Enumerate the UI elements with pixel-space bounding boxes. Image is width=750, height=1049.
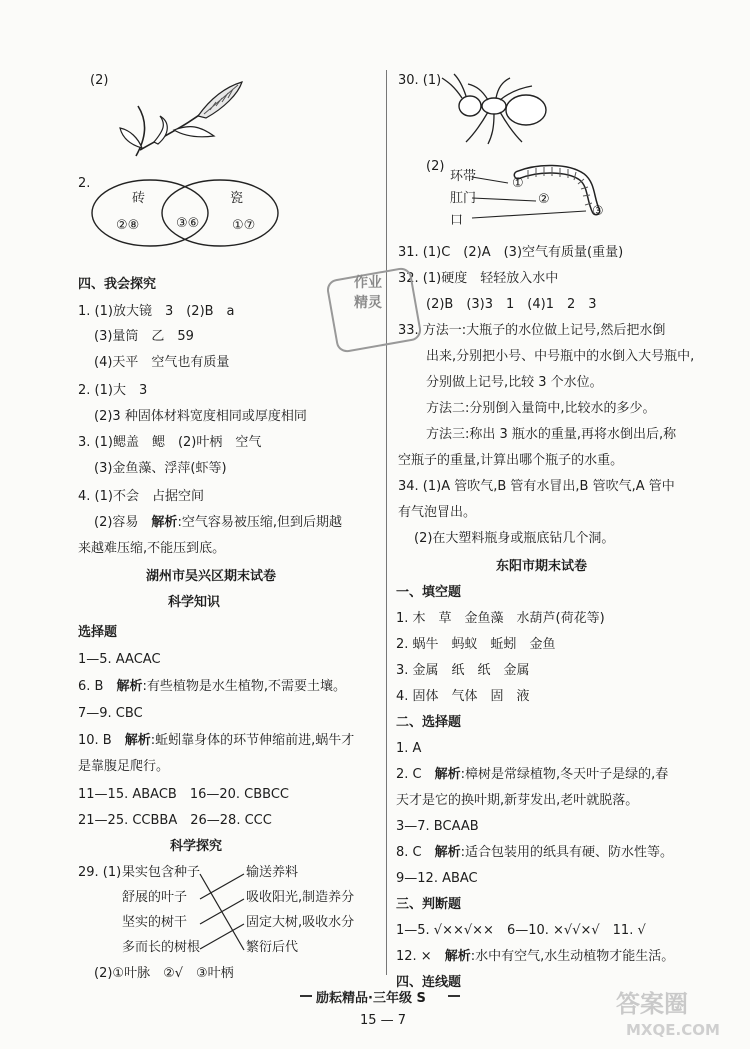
choice-heading: 选择题 — [78, 625, 118, 640]
venn-left-only: ②⑧ — [116, 218, 140, 233]
answer-line: 来越难压缩,不能压到底。 — [78, 541, 226, 556]
answer-line: 3—7. BCAAB — [396, 819, 479, 834]
answer-with-explanation: 2. C 解析:樟树是常绿植物,冬天叶子是绿的,春 — [396, 767, 669, 782]
answer-line: (2)B (3)3 1 (4)1 2 3 — [426, 297, 597, 312]
q2-number: 2. — [78, 176, 91, 191]
answer-line: (2)在大塑料瓶身或瓶底钻几个洞。 — [414, 531, 615, 546]
section-heading: 二、选择题 — [396, 715, 462, 730]
section-heading: 四、连线题 — [396, 975, 462, 990]
watermark-url: MXQE.COM — [626, 1021, 720, 1039]
answer-line: 2. (1)大 3 — [78, 383, 148, 398]
answer-line: 4. 固体 气体 固 液 — [396, 689, 530, 704]
watermark-logo — [612, 985, 737, 1045]
column-divider — [386, 70, 387, 975]
subsection-title: 科学知识 — [168, 595, 221, 610]
answer-with-explanation: 10. B 解析:蚯蚓靠身体的环节伸缩前进,蜗牛才 — [78, 733, 355, 748]
page-number: 15 — 7 — [360, 1013, 407, 1028]
worm-label: 肛门 — [450, 191, 477, 206]
venn-both: ③⑥ — [176, 216, 200, 231]
venn-left-title: 砖 — [132, 191, 146, 206]
match-right-item: 输送养料 — [246, 865, 299, 880]
answer-line: 11—15. ABACB 16—20. CBBCC — [78, 787, 290, 802]
answer-line: 空瓶子的重量,计算出哪个瓶子的水重。 — [398, 453, 624, 468]
q2-label: (2) — [90, 73, 109, 88]
match-left-item: 果实包含种子 — [122, 865, 201, 880]
answer-line: 2. 蜗牛 蚂蚁 蚯蚓 金鱼 — [396, 637, 556, 652]
answer-line: 1. 木 草 金鱼藻 水葫芦(荷花等) — [396, 611, 605, 626]
answer-line: 33. 方法一:大瓶子的水位做上记号,然后把水倒 — [398, 323, 666, 338]
answer-line: 3. 金属 纸 纸 金属 — [396, 663, 530, 678]
answer-line: 31. (1)C (2)A (3)空气有质量(重量) — [398, 245, 624, 260]
subsection-title: 科学探究 — [170, 839, 223, 854]
q29-label: 29. (1) — [78, 865, 122, 880]
worm-number: ② — [538, 192, 550, 207]
match-left-item: 多而长的树根 — [122, 940, 201, 955]
match-right-item: 固定大树,吸收水分 — [246, 915, 355, 930]
section-4-heading: 四、我会探究 — [78, 277, 157, 292]
answer-line: 1—5. AACAC — [78, 652, 161, 667]
answer-line: 方法二:分别倒入量筒中,比较水的多少。 — [426, 401, 656, 416]
answer-line: 32. (1)硬度 轻轻放入水中 — [398, 271, 559, 286]
footer-bar — [448, 995, 460, 997]
match-left-item: 坚实的树干 — [122, 915, 188, 930]
answer-with-explanation: 8. C 解析:适合包装用的纸具有硬、防水性等。 — [396, 845, 674, 860]
stamp-logo — [328, 270, 420, 350]
answer-line: 是靠腹足爬行。 — [78, 759, 170, 774]
answer-with-explanation: 6. B 解析:有些植物是水生植物,不需要土壤。 — [78, 679, 346, 694]
section-heading: 三、判断题 — [396, 897, 462, 912]
plant-drawing — [118, 78, 258, 163]
answer-line: 34. (1)A 管吹气,B 管有水冒出,B 管吹气,A 管中 — [398, 479, 675, 494]
answer-with-explanation: (2)容易 解析:空气容易被压缩,但到后期越 — [94, 515, 342, 530]
exam-title: 东阳市期末试卷 — [496, 559, 588, 574]
answer-line: 有气泡冒出。 — [398, 505, 477, 520]
answer-line: 9—12. ABAC — [396, 871, 478, 886]
answer-line: 3. (1)鳃盖 鳃 (2)叶柄 空气 — [78, 435, 262, 450]
q30-2-label: (2) — [426, 159, 445, 174]
answer-line: 1. A — [396, 741, 422, 756]
venn-right-title: 瓷 — [230, 191, 244, 206]
right-column — [388, 0, 750, 1000]
answer-with-explanation: 12. × 解析:水中有空气,水生动植物才能生活。 — [396, 949, 675, 964]
match-right-item: 吸收阳光,制造养分 — [246, 890, 355, 905]
answer-line: 7—9. CBC — [78, 706, 143, 721]
venn-diagram — [92, 178, 292, 248]
answer-line: 出来,分别把小号、中号瓶中的水倒入大号瓶中, — [426, 349, 695, 364]
answer-line: 21—25. CCBBA 26—28. CCC — [78, 813, 272, 828]
answer-line: (3)金鱼藻、浮萍(虾等) — [94, 461, 227, 476]
answer-line: 方法三:称出 3 瓶水的重量,再将水倒出后,称 — [426, 427, 677, 442]
answer-line: 天才是它的换叶期,新芽发出,老叶就脱落。 — [396, 793, 639, 808]
answer-line: 1—5. √××√×× 6—10. ×√√×√ 11. √ — [396, 923, 646, 938]
worm-label: 口 — [450, 213, 464, 228]
answer-line: (2)①叶脉 ②√ ③叶柄 — [94, 966, 234, 981]
matching-lines — [200, 866, 246, 956]
stamp-line2: 精灵 — [354, 295, 382, 311]
answer-line: (3)量筒 乙 59 — [94, 329, 194, 344]
worm-number: ③ — [592, 204, 604, 219]
worm-number: ① — [512, 176, 524, 191]
answer-line: 分别做上记号,比较 3 个水位。 — [426, 375, 603, 390]
stamp-line1: 作业 — [354, 275, 382, 291]
answer-line: 1. (1)放大镜 3 (2)B a — [78, 304, 235, 319]
section-heading: 一、填空题 — [396, 585, 462, 600]
q30-label: 30. (1) — [398, 73, 442, 88]
left-column — [0, 0, 385, 1000]
answer-line: (4)天平 空气也有质量 — [94, 355, 230, 370]
match-right-item: 繁衍后代 — [246, 940, 299, 955]
answer-line: 4. (1)不会 占据空间 — [78, 489, 204, 504]
ant-drawing — [440, 74, 558, 146]
match-left-item: 舒展的叶子 — [122, 890, 188, 905]
venn-right-only: ①⑦ — [232, 218, 256, 233]
footer-bar — [300, 995, 312, 997]
worm-label: 环带 — [450, 169, 477, 184]
answer-line: (2)3 种固体材料宽度相同或厚度相同 — [94, 409, 307, 424]
footer-brand: 励耘精品·三年级 S — [316, 991, 426, 1006]
watermark-text: 答案圈 — [616, 990, 688, 1018]
exam-title: 湖州市吴兴区期末试卷 — [146, 569, 277, 584]
